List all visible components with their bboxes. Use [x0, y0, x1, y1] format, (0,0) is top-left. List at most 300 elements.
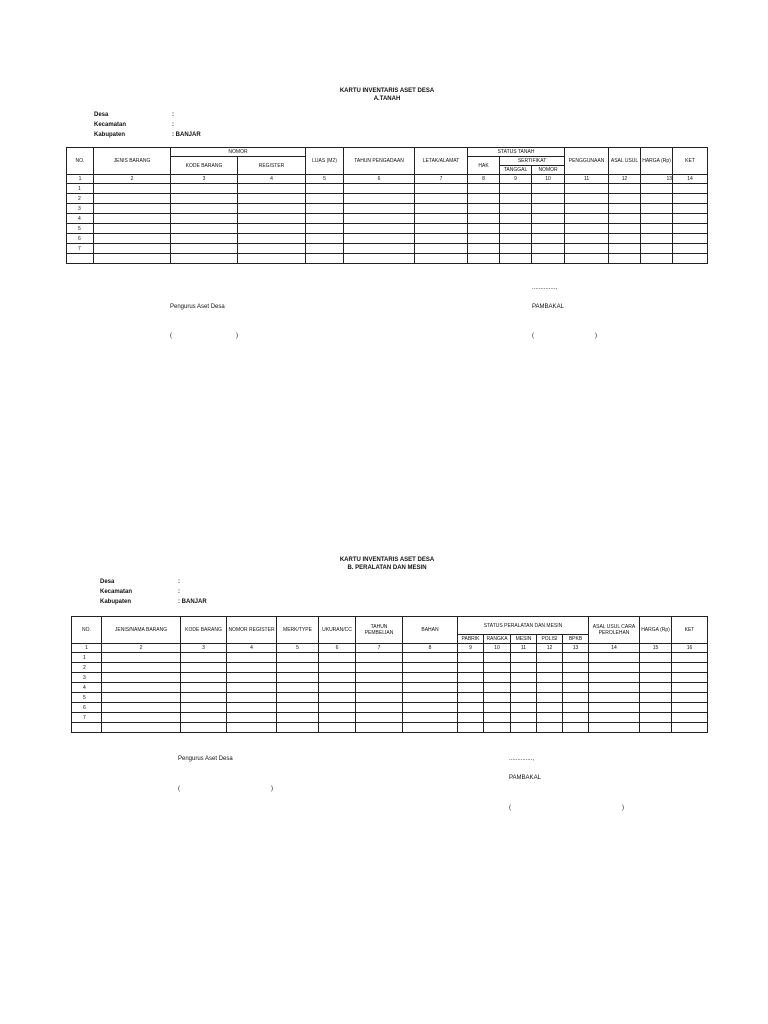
table-cell	[181, 653, 227, 663]
table-cell	[344, 194, 415, 204]
table-cell	[609, 214, 641, 224]
table-cell	[181, 663, 227, 673]
table-row	[72, 703, 708, 713]
section-b-left-paren-close: )	[271, 786, 273, 792]
table-cell	[500, 224, 532, 234]
table-row	[72, 713, 708, 723]
table-cell	[181, 703, 227, 713]
header-rangka: RANGKA	[484, 635, 511, 644]
section-b-title	[287, 557, 487, 571]
header-bahan: BAHAN	[403, 617, 458, 644]
table-cell	[458, 683, 484, 693]
header-harga: HARGA (Rp)	[641, 148, 673, 175]
table-cell	[102, 693, 181, 703]
table-cell	[102, 713, 181, 723]
table-cell	[532, 194, 565, 204]
table-cell	[356, 723, 403, 733]
table-cell	[609, 254, 641, 264]
column-number: 13	[641, 175, 673, 184]
row-number: 4	[67, 214, 94, 224]
table-cell	[484, 653, 511, 663]
table-cell	[640, 663, 672, 673]
column-number: 1	[72, 644, 102, 653]
table-cell	[344, 204, 415, 214]
meta-label: Desa	[94, 112, 109, 118]
table-cell	[238, 184, 306, 194]
table-row	[72, 723, 708, 733]
table-cell	[563, 683, 589, 693]
column-number: 4	[227, 644, 277, 653]
table-cell	[673, 234, 708, 244]
column-number: 9	[500, 175, 532, 184]
table-cell	[640, 703, 672, 713]
table-cell	[537, 683, 563, 693]
table-cell	[458, 693, 484, 703]
table-cell	[537, 703, 563, 713]
table-row	[72, 683, 708, 693]
column-number: 11	[565, 175, 609, 184]
table-cell	[415, 214, 468, 224]
table-cell	[672, 663, 708, 673]
table-cell	[415, 194, 468, 204]
table-cell	[500, 194, 532, 204]
table-cell	[641, 234, 673, 244]
section-a-left-paren-open: (	[170, 333, 172, 339]
table-cell	[319, 653, 356, 663]
table-cell	[468, 204, 500, 214]
table-cell	[565, 244, 609, 254]
table-cell	[609, 184, 641, 194]
column-number: 6	[319, 644, 356, 653]
row-number: 3	[67, 204, 94, 214]
table-cell	[181, 723, 227, 733]
table-cell	[403, 683, 458, 693]
section-a-title-line1: KARTU INVENTARIS ASET DESA	[339, 88, 435, 94]
table-cell	[171, 184, 238, 194]
section-a-title-line2: A.TANAH	[373, 96, 401, 102]
table-cell	[415, 234, 468, 244]
table-row	[67, 244, 708, 254]
section-b-right-signatory: PAMBAKAL	[509, 775, 541, 781]
column-number: 8	[468, 175, 500, 184]
section-b-title-line2: B. PERALATAN DAN MESIN	[347, 565, 427, 571]
table-cell	[563, 693, 589, 703]
header-penggunaan: PENGGUNAAN	[565, 148, 609, 175]
table-cell	[403, 653, 458, 663]
section-b-right-paren-open: (	[509, 805, 511, 811]
header-ket: KET	[672, 617, 708, 644]
column-number: 13	[563, 644, 589, 653]
column-number: 2	[102, 644, 181, 653]
table-cell	[403, 703, 458, 713]
table-cell	[640, 723, 672, 733]
header-jenis-barang: JENIS BARANG	[94, 148, 171, 175]
table-cell	[94, 224, 171, 234]
table-cell	[672, 693, 708, 703]
header-bpkb: BPKB	[563, 635, 589, 644]
table-cell	[344, 224, 415, 234]
header-sertifikat: SERTIFIKAT	[500, 157, 565, 166]
header-no: NO.	[72, 617, 102, 644]
table-cell	[171, 224, 238, 234]
table-cell	[589, 673, 640, 683]
table-cell	[673, 244, 708, 254]
meta-value: : BANJAR	[172, 132, 201, 138]
row-number: 1	[67, 184, 94, 194]
section-a-table	[66, 147, 708, 264]
table-cell	[458, 653, 484, 663]
table-cell	[102, 683, 181, 693]
table-cell	[532, 244, 565, 254]
table-cell	[565, 204, 609, 214]
table-cell	[609, 204, 641, 214]
section-a-table-body	[67, 184, 708, 264]
column-number: 14	[673, 175, 708, 184]
column-number: 2	[94, 175, 171, 184]
meta-label: Kabupaten	[94, 132, 126, 138]
table-cell	[227, 673, 277, 683]
table-cell	[94, 214, 171, 224]
table-cell	[356, 673, 403, 683]
table-cell	[468, 254, 500, 264]
table-cell	[458, 663, 484, 673]
table-cell	[319, 663, 356, 673]
header-jenis-nama-barang: JENIS/NAMA BARANG	[102, 617, 181, 644]
table-cell	[403, 693, 458, 703]
table-cell	[640, 653, 672, 663]
row-number: 1	[72, 653, 102, 663]
section-a-meta	[94, 110, 214, 140]
table-cell	[94, 234, 171, 244]
column-number: 8	[403, 644, 458, 653]
table-cell	[415, 224, 468, 234]
column-number: 5	[277, 644, 319, 653]
section-b-left-paren-open: (	[178, 786, 180, 792]
table-cell	[511, 723, 537, 733]
column-number: 7	[356, 644, 403, 653]
table-cell	[468, 234, 500, 244]
table-cell	[403, 663, 458, 673]
table-row	[67, 224, 708, 234]
table-cell	[609, 224, 641, 234]
table-cell	[640, 683, 672, 693]
header-merk-type: MERK/TYPE	[277, 617, 319, 644]
row-number: 4	[72, 683, 102, 693]
table-cell	[94, 184, 171, 194]
table-cell	[563, 713, 589, 723]
table-cell	[277, 673, 319, 683]
table-cell	[181, 693, 227, 703]
table-cell	[277, 723, 319, 733]
table-cell	[415, 204, 468, 214]
header-nomor: NOMOR	[171, 148, 306, 157]
table-cell	[537, 723, 563, 733]
header-asal-usul: ASAL USUL CARA PEROLEHAN	[589, 617, 640, 644]
table-cell	[356, 703, 403, 713]
table-cell	[537, 653, 563, 663]
table-cell	[609, 234, 641, 244]
column-number: 1	[67, 175, 94, 184]
table-cell	[640, 693, 672, 703]
meta-label: Kecamatan	[100, 589, 133, 595]
table-cell	[511, 693, 537, 703]
row-number	[67, 254, 94, 264]
section-a-left-signatory: Pengurus Aset Desa	[170, 304, 225, 310]
table-cell	[609, 244, 641, 254]
header-polisi: POLISI	[537, 635, 563, 644]
meta-value: : BANJAR	[178, 599, 207, 605]
table-cell	[609, 194, 641, 204]
column-number: 3	[171, 175, 238, 184]
table-cell	[511, 673, 537, 683]
table-cell	[500, 254, 532, 264]
header-luas: LUAS (M2)	[306, 148, 344, 175]
table-cell	[589, 703, 640, 713]
table-cell	[565, 234, 609, 244]
table-cell	[641, 224, 673, 234]
table-cell	[181, 673, 227, 683]
table-row	[67, 234, 708, 244]
section-a-right-paren-open: (	[532, 333, 534, 339]
column-number: 10	[532, 175, 565, 184]
section-b-table-body	[72, 653, 708, 733]
table-cell	[277, 713, 319, 723]
table-cell	[344, 244, 415, 254]
table-cell	[673, 194, 708, 204]
table-cell	[94, 204, 171, 214]
table-cell	[563, 723, 589, 733]
table-cell	[468, 214, 500, 224]
table-cell	[306, 204, 344, 214]
row-number: 3	[72, 673, 102, 683]
meta-value: :	[172, 112, 174, 118]
table-cell	[589, 683, 640, 693]
table-cell	[356, 663, 403, 673]
table-cell	[171, 234, 238, 244]
table-cell	[484, 703, 511, 713]
meta-value: :	[172, 122, 174, 128]
section-b-meta	[100, 577, 220, 607]
table-cell	[511, 703, 537, 713]
table-cell	[484, 673, 511, 683]
header-ukuran-cc: UKURAN/CC	[319, 617, 356, 644]
table-cell	[673, 204, 708, 214]
meta-label: Desa	[100, 579, 115, 585]
table-cell	[277, 693, 319, 703]
table-row	[72, 673, 708, 683]
table-cell	[415, 254, 468, 264]
section-b-table	[71, 616, 708, 733]
table-cell	[641, 244, 673, 254]
table-cell	[319, 693, 356, 703]
header-asal-usul: ASAL USUL	[609, 148, 641, 175]
table-cell	[641, 184, 673, 194]
table-cell	[589, 713, 640, 723]
table-cell	[277, 663, 319, 673]
table-cell	[306, 214, 344, 224]
table-cell	[511, 683, 537, 693]
table-cell	[277, 683, 319, 693]
table-cell	[589, 693, 640, 703]
header-ket: KET	[673, 148, 708, 175]
table-cell	[277, 703, 319, 713]
table-cell	[102, 663, 181, 673]
table-cell	[319, 683, 356, 693]
table-cell	[672, 713, 708, 723]
table-cell	[500, 214, 532, 224]
header-tahun-pengadaan: TAHUN PENGADAAN	[344, 148, 415, 175]
table-cell	[641, 254, 673, 264]
header-harga: HARGA (Rp)	[640, 617, 672, 644]
column-number: 7	[415, 175, 468, 184]
table-cell	[672, 723, 708, 733]
row-number: 7	[72, 713, 102, 723]
column-number: 15	[640, 644, 672, 653]
header-kode-barang: KODE BARANG	[171, 157, 238, 175]
table-cell	[458, 703, 484, 713]
column-number-row	[72, 644, 708, 653]
table-cell	[458, 713, 484, 723]
table-cell	[641, 204, 673, 214]
table-cell	[484, 723, 511, 733]
table-cell	[565, 214, 609, 224]
table-cell	[181, 713, 227, 723]
table-cell	[511, 653, 537, 663]
table-cell	[277, 653, 319, 663]
table-cell	[306, 254, 344, 264]
table-cell	[468, 224, 500, 234]
table-cell	[171, 244, 238, 254]
table-cell	[500, 184, 532, 194]
column-number: 4	[238, 175, 306, 184]
table-cell	[356, 693, 403, 703]
table-cell	[565, 184, 609, 194]
table-cell	[319, 673, 356, 683]
table-cell	[238, 244, 306, 254]
table-cell	[511, 663, 537, 673]
header-status-tanah: STATUS TANAH	[468, 148, 565, 157]
table-cell	[171, 194, 238, 204]
table-cell	[468, 194, 500, 204]
header-kode-barang: KODE BARANG	[181, 617, 227, 644]
section-b-left-signatory: Pengurus Aset Desa	[178, 756, 233, 762]
table-cell	[468, 244, 500, 254]
column-number: 16	[672, 644, 708, 653]
table-cell	[238, 224, 306, 234]
table-cell	[171, 254, 238, 264]
table-cell	[227, 723, 277, 733]
table-cell	[589, 663, 640, 673]
table-cell	[102, 653, 181, 663]
header-mesin: MESIN	[511, 635, 537, 644]
table-cell	[484, 683, 511, 693]
section-a-right-paren-close: )	[595, 333, 597, 339]
table-cell	[673, 184, 708, 194]
table-cell	[227, 703, 277, 713]
meta-label: Kecamatan	[94, 122, 127, 128]
table-cell	[458, 723, 484, 733]
meta-label: Kabupaten	[100, 599, 132, 605]
table-cell	[181, 683, 227, 693]
table-cell	[565, 224, 609, 234]
column-number: 9	[458, 644, 484, 653]
table-cell	[306, 244, 344, 254]
table-cell	[640, 673, 672, 683]
table-cell	[672, 673, 708, 683]
table-cell	[458, 673, 484, 683]
header-hak: HAK	[468, 157, 500, 175]
table-cell	[344, 184, 415, 194]
table-cell	[500, 244, 532, 254]
table-cell	[537, 713, 563, 723]
table-row	[67, 214, 708, 224]
table-cell	[306, 234, 344, 244]
table-cell	[673, 254, 708, 264]
table-cell	[94, 254, 171, 264]
header-tanggal: TANGGAL	[500, 166, 532, 175]
table-cell	[238, 234, 306, 244]
section-a-left-paren-close: )	[236, 333, 238, 339]
table-cell	[511, 713, 537, 723]
row-number: 6	[67, 234, 94, 244]
table-cell	[94, 194, 171, 204]
table-cell	[306, 194, 344, 204]
table-cell	[589, 653, 640, 663]
header-letak-alamat: LETAK/ALAMAT	[415, 148, 468, 175]
table-cell	[403, 713, 458, 723]
row-number	[72, 723, 102, 733]
table-cell	[319, 723, 356, 733]
section-a-date-dots: ..............,	[532, 285, 558, 291]
column-number: 5	[306, 175, 344, 184]
section-b-title-line1: KARTU INVENTARIS ASET DESA	[339, 557, 435, 563]
header-nomor-sertifikat: NOMOR	[532, 166, 565, 175]
table-row	[72, 663, 708, 673]
table-cell	[238, 214, 306, 224]
table-row	[72, 693, 708, 703]
table-cell	[641, 194, 673, 204]
table-cell	[537, 673, 563, 683]
table-cell	[227, 683, 277, 693]
row-number: 5	[72, 693, 102, 703]
header-register: REGISTER	[238, 157, 306, 175]
row-number: 2	[67, 194, 94, 204]
header-no: NO.	[67, 148, 94, 175]
table-cell	[484, 693, 511, 703]
row-number: 7	[67, 244, 94, 254]
table-cell	[563, 653, 589, 663]
table-cell	[500, 204, 532, 214]
table-cell	[468, 184, 500, 194]
column-number: 14	[589, 644, 640, 653]
table-cell	[102, 673, 181, 683]
section-a-right-signatory: PAMBAKAL	[532, 304, 564, 310]
table-cell	[102, 703, 181, 713]
table-row	[67, 194, 708, 204]
row-number: 6	[72, 703, 102, 713]
table-cell	[415, 184, 468, 194]
table-cell	[227, 663, 277, 673]
table-cell	[500, 234, 532, 244]
header-tahun-pembelian: TAHUN PEMBELIAN	[356, 617, 403, 644]
table-cell	[484, 713, 511, 723]
column-number-row	[67, 175, 708, 184]
section-a-title	[287, 88, 487, 102]
table-cell	[356, 713, 403, 723]
table-cell	[227, 713, 277, 723]
table-cell	[356, 683, 403, 693]
row-number: 2	[72, 663, 102, 673]
